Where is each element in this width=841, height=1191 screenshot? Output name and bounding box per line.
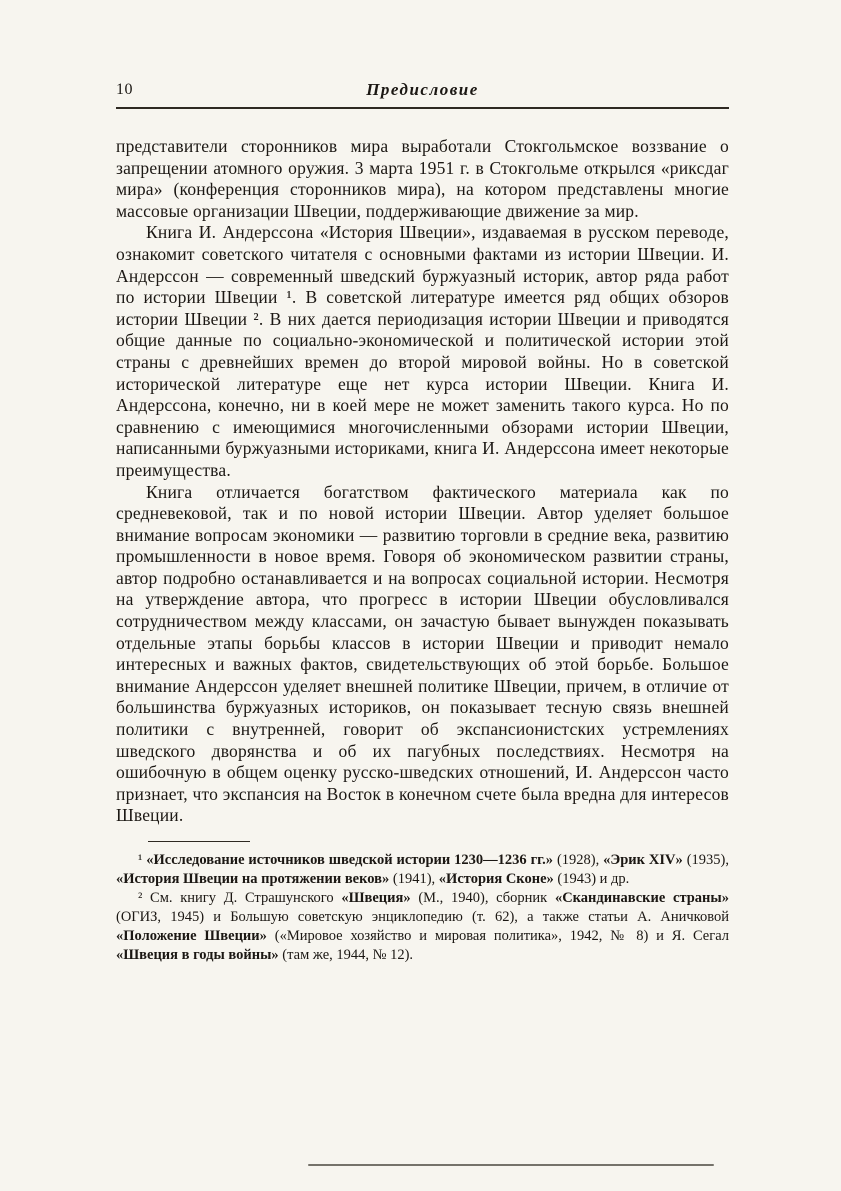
body-text — [116, 136, 729, 827]
page-header — [116, 80, 729, 104]
footnote-1: ¹ «Исследование источников шведской истории 1230—1236 гг.» (1928), «Эрик XIV» (1935), «История Швеции на протяжении веков» (1941), «История Сконе» (1943) и др. — [116, 852, 729, 887]
body-paragraph-2: Книга И. Андерссона «История Швеции», издаваемая в русском переводе, ознакомит советского читателя с основными фактами из истории Швеции. И. Андерссон — современный шведский буржуазный историк, автор ряда работ по истории Швеции ¹. В советской литературе имеется ряд общих обзоров истории Швеции ². В них дается периодизация истории Швеции и приводятся общие данные по социально-экономической и политической истории этой страны с древнейших времен до второй мировой войны. Но в советской исторической литературе еще нет курса истории Швеции. Книга И. Андерссона, конечно, ни в коей мере не может заменить такого курса. Но по сравнению с имеющимися многочисленными обзорами истории Швеции, написанными буржуазными историками, книга И. Андерссона имеет некоторые преимущества. — [116, 222, 729, 480]
scan-edge-artifact — [308, 1164, 714, 1166]
body-paragraph-3: Книга отличается богатством фактического материала как по средневековой, так и по новой истории Швеции. Автор уделяет большое внимание вопросам экономики — развитию торговли в средние века, развитию промышленности в новое время. Говоря об экономическом развитии страны, автор подробно останавливается и на вопросах социальной истории. Несмотря на утверждение автора, что прогресс в истории Швеции обусловливался сотрудничеством между классами, он зачастую бывает вынужден показывать отдельные этапы борьбы классов в истории Швеции и приводит немало интересных и важных фактов, свидетельствующих об этой борьбе. Большое внимание Андерссон уделяет внешней политике Швеции, причем, в отличие от большинства буржуазных историков, он показывает тесную связь внешней политики с внутренней, говорит об экспансионистских устремлениях шведского дворянства и об их пагубных последствиях. Несмотря на ошибочную в общем оценку русско-шведских отношений, И. Андерссон часто признает, что экспансия на Восток в конечном счете была вредна для интересов Швеции. — [116, 481, 729, 826]
header-rule — [116, 107, 729, 109]
running-title: Предисловие — [366, 80, 479, 99]
footnote-2: ² См. книгу Д. Страшунского «Швеция» (М., 1940), сборник «Скандинавские страны» (ОГИЗ, 1945) и Большую советскую энциклопедию (т. 62), а также статьи А. Аничковой «Положение Швеции» («Мировое хозяйство и мировая политика», 1942, № 8) и Я. Сегал «Швеция в годы войны» (там же, 1944, № 12). — [116, 890, 729, 963]
footnote-rule — [148, 841, 250, 842]
page-number: 10 — [116, 81, 133, 98]
body-paragraph-1: представители сторонников мира выработали Стокгольмское воззвание о запрещении атомного оружия. 3 марта 1951 г. в Стокгольме открылся «риксдаг мира» (конференция сторонников мира), на котором представлены многие массовые организации Швеции, поддерживающие движение за мир. — [116, 136, 729, 221]
footnotes-section — [116, 841, 729, 965]
